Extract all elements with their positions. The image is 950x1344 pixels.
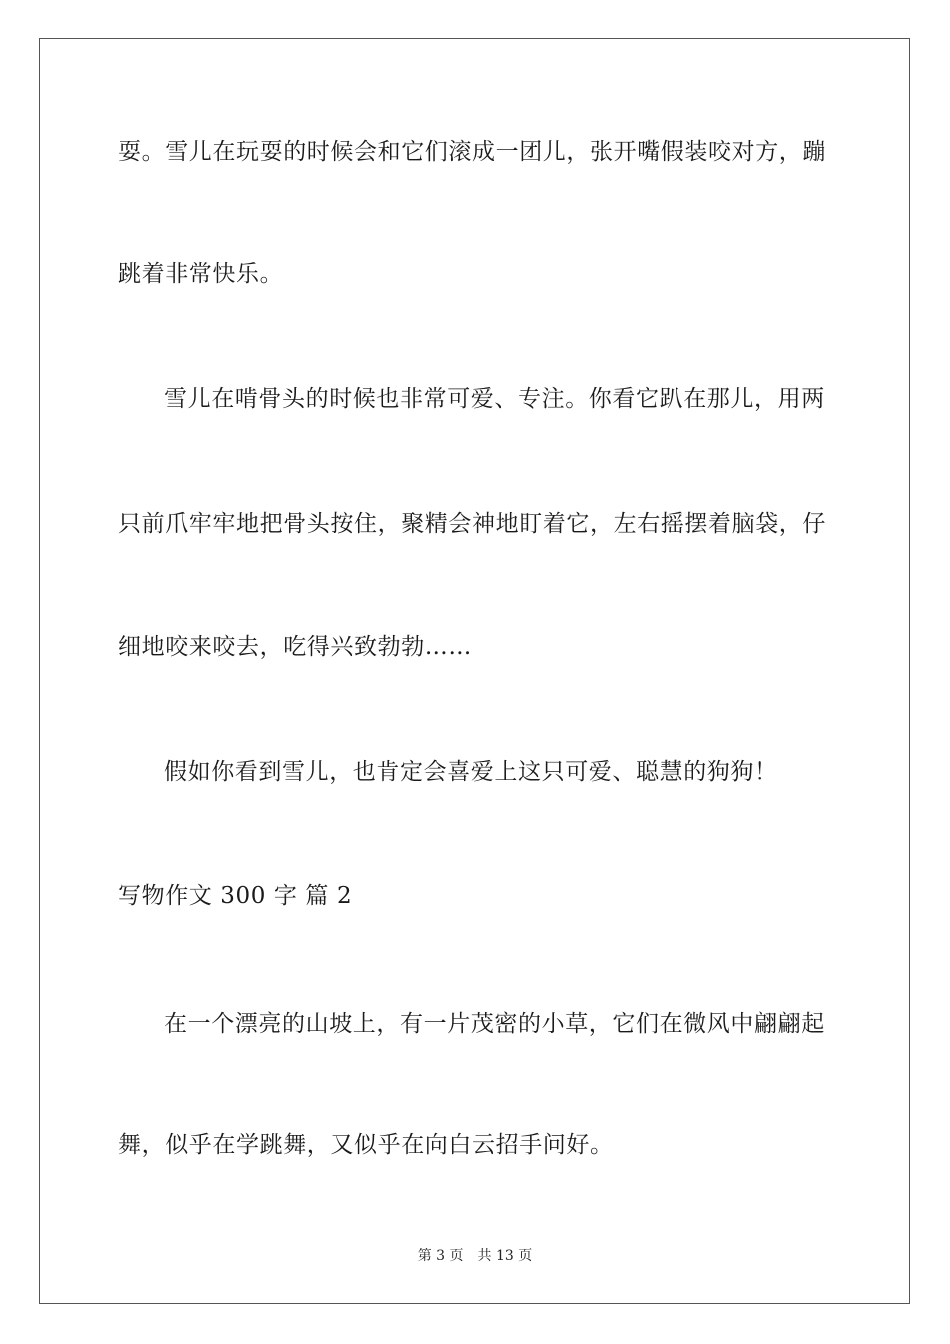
paragraph-line: 舞，似乎在学跳舞，又似乎在向白云招手问好。 bbox=[118, 1132, 614, 1158]
paragraph-line: 细地咬来咬去，吃得兴致勃勃…… bbox=[118, 634, 472, 660]
paragraph-line: 雪儿在啃骨头的时候也非常可爱、专注。你看它趴在那儿，用两 bbox=[164, 386, 825, 412]
paragraph-line: 跳着非常快乐。 bbox=[118, 261, 284, 287]
page-border bbox=[39, 38, 910, 1304]
paragraph-line: 耍。雪儿在玩耍的时候会和它们滚成一团儿，张开嘴假装咬对方，蹦 bbox=[118, 139, 826, 165]
page-footer bbox=[0, 1246, 950, 1266]
paragraph-line: 假如你看到雪儿，也肯定会喜爱上这只可爱、聪慧的狗狗！ bbox=[164, 759, 778, 785]
paragraph-line: 在一个漂亮的山坡上，有一片茂密的小草，它们在微风中翩翩起 bbox=[164, 1011, 825, 1037]
section-heading: 写物作文 300 字 篇 2 bbox=[118, 883, 353, 909]
page-total: 共 13 页 bbox=[477, 1248, 533, 1264]
page-number: 第 3 页 bbox=[417, 1248, 464, 1264]
paragraph-line: 只前爪牢牢地把骨头按住，聚精会神地盯着它，左右摇摆着脑袋，仔 bbox=[118, 511, 826, 537]
